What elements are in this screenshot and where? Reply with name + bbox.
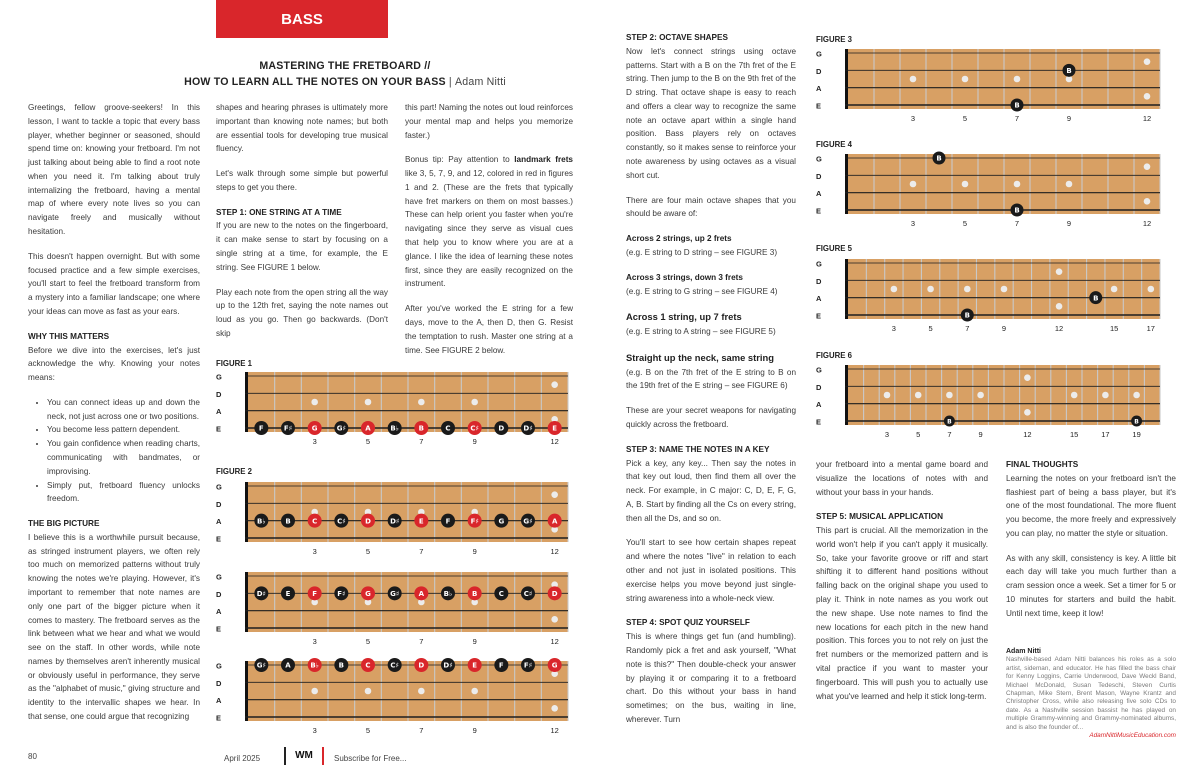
fret-number-label: 3	[910, 219, 916, 228]
figure-5-label: FIGURE 5	[816, 244, 852, 253]
heading-big-picture: THE BIG PICTURE	[28, 519, 100, 529]
fret-number-label: 9	[978, 430, 983, 439]
fret-number-label: 12	[1023, 430, 1032, 439]
fret-inlay-dot	[946, 392, 953, 399]
figure-1-label: FIGURE 1	[216, 359, 252, 368]
title-author: Adam Nitti	[455, 76, 506, 88]
fret-inlay-dot	[1144, 198, 1151, 205]
note-name: G	[311, 424, 318, 433]
fret-number-label: 19	[1132, 430, 1141, 439]
fretboard-figure-5	[816, 257, 1168, 339]
string-label-a: A	[816, 400, 822, 410]
note-name: E	[472, 661, 478, 670]
note-name: F	[312, 589, 318, 598]
note-name: B	[1014, 206, 1020, 215]
fret-inlay-dot	[1056, 303, 1063, 310]
heading-step2: STEP 2: OCTAVE SHAPES	[626, 33, 728, 42]
note-name: C	[498, 589, 504, 598]
note-name: D	[365, 517, 371, 526]
note-name: C♯	[390, 661, 399, 670]
paragraph: Pick a key, any key... Then say the notes in that key out loud, then find them all over the neck. For example, in C major: C, D, E, F, G, A, B. Start by finding all the Cs on every string, then all the Ds, and so on.	[626, 458, 796, 523]
fret-number-label: 9	[472, 437, 477, 446]
fret-number-label: 17	[1146, 324, 1155, 333]
fret-inlay-dot	[311, 399, 318, 406]
fretboard-figure-2-a-string	[216, 480, 576, 562]
fret-number-label: 7	[419, 637, 424, 646]
fret-inlay-dot	[977, 392, 984, 399]
fret-number-label: 5	[962, 219, 968, 228]
note-name: D♯	[523, 424, 533, 433]
string-label-a: A	[216, 517, 222, 527]
string-label-e: E	[216, 534, 222, 544]
heading-final: FINAL THOUGHTS	[1006, 460, 1079, 469]
note-name: B♭	[390, 424, 399, 433]
shape-3-text: (e.g. E string to A string – see FIGURE 5)	[626, 327, 776, 337]
fret-number-label: 3	[910, 114, 916, 123]
fret-number-label: 3	[312, 437, 317, 446]
fret-inlay-dot	[311, 688, 318, 695]
fret-inlay-dot	[1066, 181, 1073, 188]
nut	[245, 482, 248, 542]
column-5	[816, 458, 988, 714]
fret-inlay-dot	[1148, 286, 1155, 293]
note-name: B	[936, 154, 942, 163]
fretboard-figure-4	[816, 152, 1168, 234]
fretboard-figure-1	[216, 370, 576, 452]
fret-number-label: 12	[1142, 219, 1152, 228]
note-name: F	[445, 517, 451, 526]
fret-number-label: 3	[312, 637, 317, 646]
paragraph: If you are new to the notes on the fingerboard, it can make sense to start by focusing on a single string at a time, for example, the E string. See FIGURE 1 below.	[216, 221, 388, 272]
fret-number-label: 7	[1014, 219, 1020, 228]
fretboard-figure-6	[816, 363, 1168, 445]
fret-number-label: 3	[884, 430, 890, 439]
string-label-a: A	[816, 189, 822, 199]
note-name: C♯	[337, 517, 346, 526]
fret-number-label: 12	[550, 726, 559, 735]
note-name: B♭	[443, 589, 453, 598]
note-name: C	[445, 424, 451, 433]
string-label-g: G	[816, 154, 822, 164]
string-label-g: G	[816, 49, 822, 59]
subscribe-link[interactable]: Subscribe for Free...	[334, 754, 407, 763]
fret-number-label: 7	[419, 726, 424, 735]
fret-inlay-dot	[962, 181, 969, 188]
nut	[245, 572, 248, 632]
string-label-g: G	[216, 372, 222, 382]
note-name: G♯	[256, 661, 266, 670]
string-label-d: D	[216, 499, 222, 509]
column-1	[28, 101, 200, 735]
fret-inlay-dot	[418, 688, 425, 695]
string-label-g: G	[816, 259, 822, 269]
paragraph: These are your secret weapons for navigating quickly across the fretboard.	[626, 406, 796, 429]
note-name: F♯	[283, 424, 293, 433]
column-2	[216, 101, 388, 352]
paragraph: As with any skill, consistency is key. A little bit each day will take you much further than a cram session once a week. Set a timer for 5 or 10 minutes for starters and build the habit. Until next time, keep it low!	[1006, 553, 1176, 618]
note-name: D♯	[256, 589, 266, 598]
note-name: B	[1066, 66, 1072, 75]
intro-paragraph: Greetings, fellow groove-seekers! In this lesson, I want to tackle a topic that every bass player, whether beginner or seasoned, should spend time on: knowing your fretboard. I'm not just talking about being able to find a root note when you need it. I'm talking about truly internalizing the fretboard, having a mental map of where every note lives so you can navigate freely and musically without hesitation.	[28, 103, 200, 237]
note-name: B	[1014, 101, 1020, 110]
string-label-a: A	[216, 607, 222, 617]
fret-inlay-dot	[551, 705, 558, 712]
note-name: B	[947, 418, 952, 426]
string-label-d: D	[216, 389, 222, 399]
fret-inlay-dot	[1001, 286, 1008, 293]
fret-inlay-dot	[891, 286, 898, 293]
fret-number-label: 5	[365, 637, 371, 646]
fret-inlay-dot	[1024, 409, 1031, 416]
fret-number-label: 15	[1109, 324, 1119, 333]
string-label-e: E	[216, 713, 222, 723]
note-name: G	[551, 661, 558, 670]
string-label-e: E	[216, 424, 222, 434]
nut	[245, 372, 248, 432]
text: Bonus tip: Pay attention to	[405, 155, 515, 165]
string-label-e: E	[816, 417, 822, 427]
note-name: G♯	[336, 424, 346, 433]
fret-inlay-dot	[1144, 58, 1151, 65]
column-3	[405, 101, 573, 368]
note-name: B	[1093, 294, 1099, 303]
list-item: • You gain confidence when reading charts, communicating with bandmates, or improvising.	[47, 437, 200, 478]
fret-number-label: 7	[419, 437, 424, 446]
shape-1-heading: Across 2 strings, up 2 frets	[626, 234, 732, 244]
fret-inlay-dot	[910, 76, 917, 83]
note-name: B	[285, 517, 291, 526]
fret-number-label: 9	[1066, 114, 1072, 123]
heading-step5: STEP 5: MUSICAL APPLICATION	[816, 512, 944, 522]
paragraph: Before we dive into the exercises, let's just acknowledge the why. Knowing your notes means:	[28, 345, 200, 383]
heading-why: WHY THIS MATTERS	[28, 331, 110, 341]
fret-number-label: 5	[916, 430, 921, 439]
fret-inlay-dot	[1024, 374, 1031, 381]
text-bold: landmark frets	[514, 155, 573, 165]
fret-inlay-dot	[1014, 181, 1021, 188]
paragraph: This doesn't happen overnight. But with some focused practice and a few simple exercises, you'll start to feel the fretboard transform from a mystery into a familiar landscape; one where your ideas can move as fast as your ears.	[28, 251, 200, 316]
note-name: B♭	[257, 517, 266, 526]
figure-2-label: FIGURE 2	[216, 467, 252, 476]
note-name: C♯	[470, 424, 479, 433]
note-name: B	[964, 311, 970, 320]
paragraph: There are four main octave shapes that you should be aware of:	[626, 195, 796, 219]
title-line-2	[110, 74, 580, 90]
string-label-e: E	[216, 624, 222, 634]
note-name: D	[418, 661, 425, 670]
heading-step3: STEP 3: NAME THE NOTES IN A KEY	[626, 444, 770, 454]
list-item: • You become less pattern dependent.	[47, 423, 200, 437]
fret-inlay-dot	[471, 399, 478, 406]
fret-inlay-dot	[964, 286, 971, 293]
author-bio	[1006, 648, 1176, 740]
note-name: G♯	[523, 517, 533, 526]
shape-2-heading: Across 3 strings, down 3 frets	[626, 272, 743, 282]
string-label-g: G	[216, 482, 222, 492]
issue-date: April 2025	[224, 754, 261, 763]
note-name: A	[418, 589, 425, 598]
bonus-tip	[405, 153, 573, 291]
figure-4-label: FIGURE 4	[816, 140, 852, 149]
fret-inlay-dot	[1133, 392, 1140, 399]
fret-number-label: 7	[965, 324, 970, 333]
fret-inlay-dot	[1102, 392, 1109, 399]
fret-inlay-dot	[1144, 163, 1151, 170]
paragraph: your fretboard into a mental game board and visualize the locations of notes with and without your bass in your hands.	[816, 460, 988, 497]
string-label-g: G	[816, 365, 822, 375]
note-name: B	[1134, 418, 1139, 426]
fret-number-label: 9	[1066, 219, 1072, 228]
fret-inlay-dot	[1014, 76, 1021, 83]
paragraph: After you've worked the E string for a few days, move to the A, then D, then G. Resist the temptation to rush. Master one string at a time. See FIGURE 2 below.	[405, 304, 573, 355]
paragraph: I believe this is a worthwhile pursuit because, as stringed instrument players, we often rely too much on memorized patterns without truly knowing the notes we're playing. However, it's important to remember that note names are only one part of the bigger picture when it comes to mastery. The fretboard serves as the link between what we hear and what we would see on the staff. In other words, while note names by themselves aren't inherently musical or obviously useful in performance, they serve as the "alphabet of music," giving structure and identity to the intervallic shapes we hear. In that sense, one could argue that recognizing	[28, 532, 200, 722]
column-4	[626, 31, 796, 738]
fret-number-label: 9	[472, 637, 477, 646]
fret-inlay-dot	[910, 181, 917, 188]
fret-inlay-dot	[418, 399, 425, 406]
fret-number-label: 12	[1142, 114, 1152, 123]
fret-number-label: 9	[1001, 324, 1007, 333]
note-name: G♯	[390, 589, 400, 598]
nut	[845, 154, 848, 214]
note-name: B♭	[310, 661, 319, 670]
note-name: B	[471, 589, 478, 598]
fret-number-label: 5	[365, 547, 371, 556]
list-item: • You can connect ideas up and down the neck, not just across one or two positions.	[47, 396, 200, 424]
fret-number-label: 3	[891, 324, 896, 333]
note-name: A	[285, 661, 291, 670]
fret-number-label: 3	[312, 547, 317, 556]
paragraph: this part! Naming the notes out loud reinforces your mental map and helps you memorize faster.)	[405, 103, 573, 140]
paragraph: shapes and hearing phrases is ultimately more important than knowing note names; but both are essential tools for developing true musical fluency.	[216, 103, 388, 154]
paragraph: You'll start to see how certain shapes repeat and where the notes "live" in relation to each other and not just in isolated positions. This exercise helps you move beyond just single-string awareness into a whole-neck view.	[626, 538, 796, 603]
fret-number-label: 12	[550, 637, 559, 646]
fret-number-label: 5	[365, 437, 371, 446]
fret-inlay-dot	[1144, 93, 1151, 100]
fret-number-label: 15	[1070, 430, 1079, 439]
fretboard-figure-2-d-string	[216, 570, 576, 652]
fret-number-label: 3	[312, 726, 317, 735]
fret-number-label: 5	[365, 726, 371, 735]
article-title	[110, 58, 580, 90]
fret-inlay-dot	[1056, 268, 1063, 275]
column-6	[1006, 458, 1176, 632]
heading-step4: STEP 4: SPOT QUIZ YOURSELF	[626, 618, 750, 628]
fret-number-label: 12	[1054, 324, 1064, 333]
note-name: C	[312, 517, 318, 526]
note-name: F♯	[523, 661, 533, 670]
page-number: 80	[28, 752, 37, 761]
note-name: F	[498, 661, 504, 670]
fret-inlay-dot	[915, 392, 922, 399]
title-sep: |	[448, 76, 452, 88]
note-name: E	[552, 424, 558, 433]
heading-step1: STEP 1: ONE STRING AT A TIME	[216, 207, 342, 217]
note-name: D♯	[390, 517, 400, 526]
string-label-d: D	[816, 382, 822, 392]
note-name: C	[365, 661, 371, 670]
string-label-a: A	[216, 696, 222, 706]
string-label-d: D	[216, 678, 222, 688]
note-name: A	[365, 424, 371, 433]
note-name: F♯	[470, 517, 479, 526]
string-label-g: G	[216, 572, 222, 582]
note-name: B	[418, 424, 425, 433]
wm-logo: WM	[284, 747, 324, 765]
fret-inlay-dot	[551, 491, 558, 498]
string-label-e: E	[816, 206, 822, 216]
note-name: G	[498, 517, 505, 526]
shape-4-heading: Straight up the neck, same string	[626, 351, 774, 363]
nut	[845, 365, 848, 425]
section-tab: BASS	[216, 0, 388, 38]
paragraph: Play each note from the open string all the way up to the 12th fret, saying the note names out loud as you go. Then go backwards. (Don't skip	[216, 287, 388, 338]
fret-inlay-dot	[551, 616, 558, 623]
fret-number-label: 12	[550, 437, 559, 446]
note-name: G	[365, 589, 371, 598]
paragraph: Let's walk through some simple but powerful steps to get you there.	[216, 169, 388, 192]
paragraph: This is where things get fun (and humbling). Randomly pick a fret and ask yourself, "What note is this?" Then double-check your answer by playing it or comparing it to a fretboard chart. Do this without your bass in hand sometimes; on the bus, waiting in line, wherever. Turn	[626, 632, 796, 724]
fret-number-label: 5	[928, 324, 933, 333]
string-label-d: D	[816, 66, 822, 76]
bio-text: Nashville-based Adam Nitti balances his roles as a solo artist, sideman, and educator. He has filled the bass chair for Kenny Loggins, Carrie Underwood, Dave Weckl Band, Michael McDonald, Susan Tedeschi, Steven Curtis Chapman, Mike Stern, Brent Mason, Wayne Krantz and Christopher Cross, while also releasing five solo CDs to date. As a Nashville session bassist he has played on multiple Grammy-winning and Grammy-nominated albums, and is also the founder of...	[1006, 656, 1176, 731]
string-label-e: E	[816, 311, 822, 321]
shape-4-text: (e.g. B on the 7th fret of the E string to B on the 19th fret of the E string – see FIGURE 6)	[626, 367, 796, 391]
title-main: HOW TO LEARN ALL THE NOTES ON YOUR BASS	[184, 76, 446, 88]
string-label-a: A	[816, 84, 822, 94]
benefits-list	[28, 396, 200, 506]
string-label-a: A	[216, 407, 222, 417]
fret-number-label: 7	[1014, 114, 1020, 123]
note-name: F♯	[337, 589, 346, 598]
paragraph: Now let's connect strings using octave patterns. Start with a B on the 7th fret of the E string. Then jump to the B on the 9th fret of the D string. That octave shape is easy to reach and offers a clear way to recognize the same note an octave apart within a single hand position. Bass players rely on octaves constantly, so it makes sense to reinforce your note awareness by using octaves as a visual short cut.	[626, 46, 796, 180]
fret-number-label: 9	[472, 726, 477, 735]
nut	[845, 49, 848, 109]
string-label-g: G	[216, 661, 222, 671]
bio-name: Adam Nitti	[1006, 648, 1041, 655]
fret-inlay-dot	[1071, 392, 1078, 399]
fretboard-figure-2-g-string	[216, 659, 576, 741]
shape-3-heading: Across 1 string, up 7 frets	[626, 311, 742, 323]
fret-number-label: 7	[419, 547, 424, 556]
shape-1-text: (e.g. E string to D string – see FIGURE 3)	[626, 247, 778, 257]
fret-inlay-dot	[365, 688, 372, 695]
fret-number-label: 17	[1101, 430, 1110, 439]
paragraph: Learning the notes on your fretboard isn't the flashiest part of being a bass player, but it's one of the most foundational. The more fluent you become, the more freely and expressively you can play, no matter the style or situation.	[1006, 473, 1176, 538]
list-item: • Simply put, fretboard fluency unlocks freedom.	[47, 479, 200, 507]
note-name: C♯	[523, 589, 533, 598]
note-name: D♯	[443, 661, 453, 670]
fret-inlay-dot	[927, 286, 934, 293]
figure-3-label: FIGURE 3	[816, 35, 852, 44]
string-label-d: D	[816, 276, 822, 286]
fret-number-label: 7	[947, 430, 952, 439]
nut	[245, 661, 248, 721]
paragraph: This part is crucial. All the memorization in the world won't help if you can't apply it musically. So, take your favorite groove or riff and start shifting it to different hand positions without falling back on the original shape you used to play it. Think in note names as you work out the new shape. Use note names to find the new locations for each pitch in the new hand position. This forces you to not rely on just the fret numbers or the memorized pattern and is vital practice if you want to master your fingerboard. This will push you to actually use what you've learned and help it stick long-term.	[816, 526, 988, 701]
text: like 3, 5, 7, 9, and 12, colored in red in figures 1 and 2. (These are the frets that typically have fret markers on them on most basses.) These can help orient you faster when you're navigating since they serve as visual cues that help you to know where you are at a glance. I like the idea of learning these notes first, since they are easily recognized on the instrument.	[405, 169, 573, 289]
fret-number-label: 5	[962, 114, 968, 123]
note-name: D	[551, 589, 558, 598]
shape-2-text: (e.g. E string to G string – see FIGURE 4)	[626, 286, 778, 296]
note-name: E	[285, 589, 291, 598]
string-label-e: E	[816, 101, 822, 111]
bio-website-link[interactable]: AdamNittiMusicEducation.com	[1089, 732, 1176, 740]
fret-inlay-dot	[551, 381, 558, 388]
fretboard-figure-3	[816, 47, 1168, 129]
note-name: F	[258, 424, 264, 433]
string-label-d: D	[216, 589, 222, 599]
fret-number-label: 9	[472, 547, 477, 556]
string-label-a: A	[816, 294, 822, 304]
note-name: B	[338, 661, 345, 670]
title-line-1: MASTERING THE FRETBOARD //	[259, 60, 431, 72]
nut	[845, 259, 848, 319]
note-name: D	[498, 424, 505, 433]
fret-inlay-dot	[471, 688, 478, 695]
fret-number-label: 12	[550, 547, 559, 556]
fret-inlay-dot	[365, 399, 372, 406]
fret-inlay-dot	[962, 76, 969, 83]
note-name: E	[418, 517, 424, 526]
fret-inlay-dot	[1111, 286, 1118, 293]
figure-6-label: FIGURE 6	[816, 351, 852, 360]
fret-inlay-dot	[884, 392, 891, 399]
string-label-d: D	[816, 171, 822, 181]
note-name: A	[551, 517, 558, 526]
